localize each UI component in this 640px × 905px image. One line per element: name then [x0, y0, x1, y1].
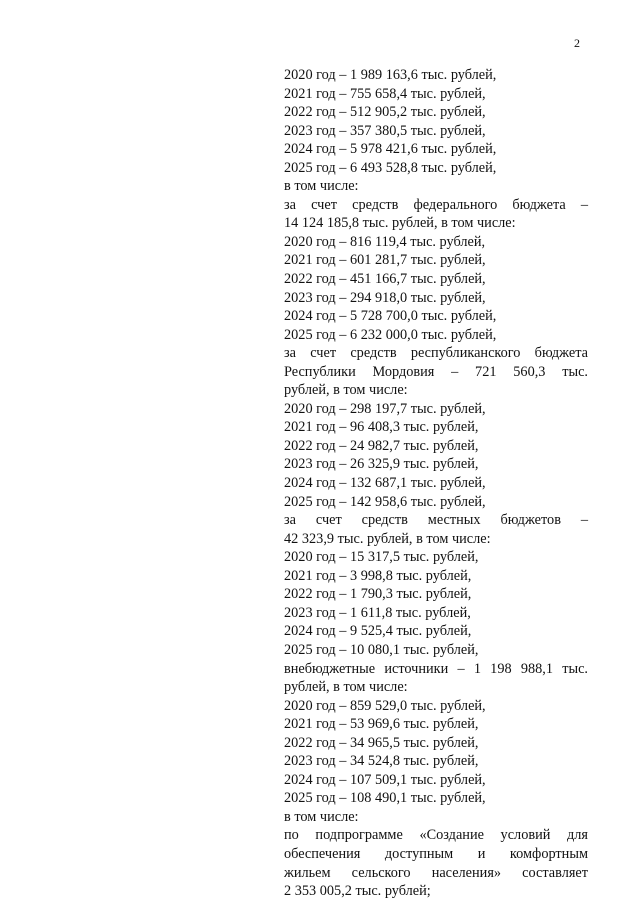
text-line: в том числе: [284, 808, 359, 825]
text-line: 2023 год – 34 524,8 тыс. рублей, [284, 753, 479, 770]
text-line: 2025 год – 108 490,1 тыс. рублей, [284, 790, 486, 807]
text-line: 2020 год – 298 197,7 тыс. рублей, [284, 400, 486, 417]
text-line: 2023 год – 1 611,8 тыс. рублей, [284, 604, 471, 621]
text-line: рублей, в том числе: [284, 382, 408, 399]
text-line: 2024 год – 5 728 700,0 тыс. рублей, [284, 308, 497, 325]
text-line: 2022 год – 24 982,7 тыс. рублей, [284, 437, 479, 454]
text-line: обеспечения доступным и комфортным [284, 845, 588, 862]
text-line: 2025 год – 6 493 528,8 тыс. рублей, [284, 159, 497, 176]
text-line: за счет средств республиканского бюджета [284, 345, 588, 362]
text-line: 2023 год – 357 380,5 тыс. рублей, [284, 122, 486, 139]
text-line: 2020 год – 1 989 163,6 тыс. рублей, [284, 67, 497, 83]
text-line: 2023 год – 294 918,0 тыс. рублей, [284, 289, 486, 306]
text-line: жильем сельского населения» составляет [284, 864, 588, 881]
text-line: 2021 год – 755 658,4 тыс. рублей, [284, 85, 486, 102]
text-line: 2022 год – 451 166,7 тыс. рублей, [284, 271, 486, 288]
text-line: 2024 год – 107 509,1 тыс. рублей, [284, 771, 486, 788]
text-line: 2 353 005,2 тыс. рублей; [284, 883, 431, 900]
text-line: 42 323,9 тыс. рублей, в том числе: [284, 530, 491, 547]
text-line: 2022 год – 1 790,3 тыс. рублей, [284, 586, 472, 603]
text-line: 2022 год – 512 905,2 тыс. рублей, [284, 104, 486, 121]
text-line: внебюджетные источники – 1 198 988,1 тыс. [284, 660, 588, 677]
text-line: 2024 год – 132 687,1 тыс. рублей, [284, 475, 486, 492]
text-line: 2022 год – 34 965,5 тыс. рублей, [284, 734, 479, 751]
text-line: рублей, в том числе: [284, 679, 408, 696]
text-line: 2020 год – 816 119,4 тыс. рублей, [284, 233, 486, 250]
text-line: 2020 год – 859 529,0 тыс. рублей, [284, 697, 486, 714]
text-line: Республики Мордовия – 721 560,3 тыс. [284, 363, 588, 380]
document-body-text [284, 66, 588, 901]
text-line: 2021 год – 3 998,8 тыс. рублей, [284, 567, 472, 584]
text-line: 2024 год – 5 978 421,6 тыс. рублей, [284, 141, 497, 158]
text-line: 2024 год – 9 525,4 тыс. рублей, [284, 623, 472, 640]
text-line: за счет средств местных бюджетов – [284, 512, 588, 529]
text-line: 2025 год – 6 232 000,0 тыс. рублей, [284, 326, 497, 343]
text-line: в том числе: [284, 178, 359, 195]
text-line: 2021 год – 601 281,7 тыс. рублей, [284, 252, 486, 269]
text-line: за счет средств федерального бюджета – [284, 196, 588, 213]
text-line: 2021 год – 96 408,3 тыс. рублей, [284, 419, 479, 436]
page-number: 2 [574, 36, 580, 50]
text-line: 2020 год – 15 317,5 тыс. рублей, [284, 549, 479, 566]
text-line: по подпрограмме «Создание условий для [284, 827, 588, 844]
text-line: 2021 год – 53 969,6 тыс. рублей, [284, 716, 479, 733]
text-line: 2025 год – 142 958,6 тыс. рублей, [284, 493, 486, 510]
text-line: 2023 год – 26 325,9 тыс. рублей, [284, 456, 479, 473]
text-line: 2025 год – 10 080,1 тыс. рублей, [284, 641, 479, 658]
text-line: 14 124 185,8 тыс. рублей, в том числе: [284, 215, 516, 232]
